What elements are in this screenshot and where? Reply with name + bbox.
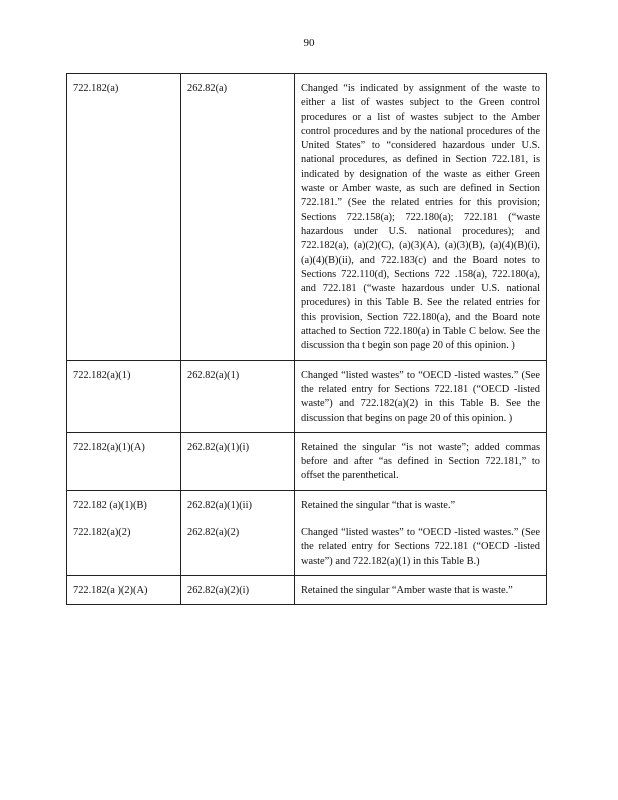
table-row: [67, 432, 547, 490]
description-cell: Retained the singular “is not waste”; added commas before and after “as defined in Section 722.181,” to offset the parenthetical.: [295, 432, 547, 490]
description-cell: Changed “is indicated by assignment of the waste to either a list of wastes subject to the Green control procedures or a list of wastes subject to the Amber control procedures and by the national procedures of the United States” to “considered hazardous under U.S. national procedures, as defined in Section 722.181, is indicated by designation of the waste as either Green waste or Amber waste, as such are defined in Section 722.181.” (See the related entries for this provision; Sections 722.158(a); 722.180(a); 722.181 (“waste hazardous under U.S. national procedures); and 722.182(a), (a)(2)(C), (a)(3)(A), (a)(3)(B), (a)(4)(B)(i), (a)(4)(B)(ii), and 722.183(c) and the Board notes to Sections 722.110(d), Sections 722 .158(a), 722.180(a), and 722.181 (“waste hazardous under U.S. national procedures) in this Table B. See the related entries for this provision, Section 722.180(a), and the Board note attached to Section 722.180(a) in Table C below. See the discussion tha t begin son page 20 of this opinion. ): [295, 74, 547, 361]
page-number: 90: [303, 37, 315, 49]
description-cell: Changed “listed wastes” to “OECD -listed wastes.” (See the related entry for Sections 722.181 (“OECD -listed waste”) and 722.182(a)(2) in this Table B. See the discussion that begins on page 20 of this opinion. ): [295, 360, 547, 432]
table-row: [67, 575, 547, 604]
description-cell: Retained the singular “Amber waste that is waste.”: [295, 575, 547, 604]
federal-section-entry: 262.82(a)(1)(ii): [187, 499, 252, 511]
illinois-section-entry: 722.182(a)(2): [73, 527, 131, 539]
federal-section-cell: 262.82(a)(1)(i): [181, 432, 295, 490]
illinois-section-cell: 722.182(a): [67, 74, 181, 361]
description-entry: Changed “listed wastes” to “OECD -listed wastes.” (See the related entry for Sections 722.181 (“OECD -listed waste”) and 722.182(a)(1) in this Table B.): [301, 527, 540, 567]
cross-reference-table: [66, 73, 547, 605]
description-cell: [295, 490, 547, 575]
illinois-section-cell: 722.182(a)(1): [67, 360, 181, 432]
illinois-section-entry: 722.182 (a)(1)(B): [73, 499, 147, 511]
illinois-section-cell: 722.182(a)(1)(A): [67, 432, 181, 490]
illinois-section-cell: [67, 490, 181, 575]
federal-section-cell: 262.82(a)(2)(i): [181, 575, 295, 604]
table-row: [67, 490, 547, 575]
federal-section-cell: [181, 490, 295, 575]
description-entry: Retained the singular “that is waste.”: [301, 499, 456, 511]
table-row: [67, 360, 547, 432]
federal-section-cell: 262.82(a)(1): [181, 360, 295, 432]
federal-section-entry: 262.82(a)(2): [187, 527, 240, 539]
table-row: [67, 74, 547, 361]
federal-section-cell: 262.82(a): [181, 74, 295, 361]
illinois-section-cell: 722.182(a )(2)(A): [67, 575, 181, 604]
